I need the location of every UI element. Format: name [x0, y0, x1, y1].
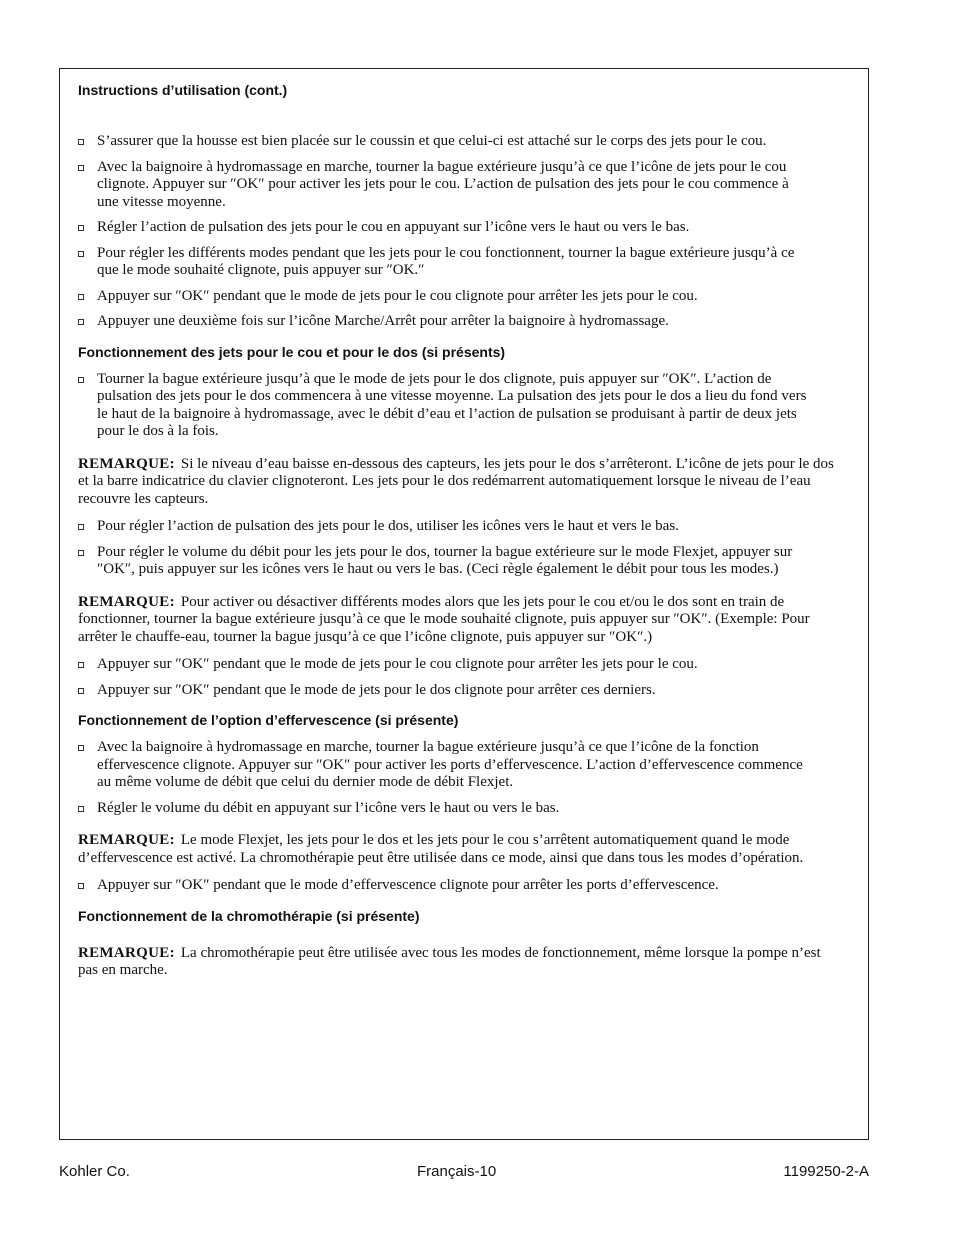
checkbox-icon: [78, 294, 84, 300]
checkbox-icon: [78, 319, 84, 325]
list-item: Régler le volume du débit en appuyant sur l’icône vers le haut ou vers le bas.: [78, 800, 838, 818]
list-instructions: [78, 133, 838, 331]
list-item: Régler l’action de pulsation des jets pour le cou en appuyant sur l’icône vers le haut ou vers le bas.: [78, 219, 838, 237]
footer-doc-number: 1199250-2-A: [783, 1163, 869, 1180]
checkbox-icon: [78, 165, 84, 171]
section-heading-instructions: Instructions d’utilisation (cont.): [78, 82, 288, 98]
list-item: Pour régler l’action de pulsation des jets pour le dos, utiliser les icônes vers le haut et vers le bas.: [78, 518, 838, 536]
list-neck-back-a: [78, 371, 838, 441]
list-item: S’assurer que la housse est bien placée sur le coussin et que celui-ci est attaché sur le corps des jets pour le cou.: [78, 133, 838, 151]
note-modes: REMARQUE: Pour activer ou désactiver différents modes alors que les jets pour le cou et/ou le dos sont en train de fonctionner, tourner la bague extérieure jusqu’à ce que le mode souhaité clignote, puis appuyer sur ″OK″. (Exemple: Pour arrêter le chauffe-eau, tourner la bague jusqu’à ce que l’icône clignote, puis appuyer sur ″OK″.): [78, 593, 810, 645]
list-item: Appuyer sur ″OK″ pendant que le mode de jets pour le cou clignote pour arrêter les jets pour le cou.: [78, 656, 838, 674]
list-neck-back-b: [78, 518, 838, 579]
checkbox-icon: [78, 225, 84, 231]
checkbox-icon: [78, 688, 84, 694]
note-chromotherapy: REMARQUE: La chromothérapie peut être utilisée avec tous les modes de fonctionnement, même lorsque la pompe n’est pas en marche.: [78, 944, 821, 978]
checkbox-icon: [78, 883, 84, 889]
checkbox-icon: [78, 745, 84, 751]
section-heading-neck-back-jets: Fonctionnement des jets pour le cou et pour le dos (si présents): [78, 343, 506, 360]
checkbox-icon: [78, 377, 84, 383]
list-item: Avec la baignoire à hydromassage en marche, tourner la bague extérieure jusqu’à ce que l’icône de la fonction effervescence clignote. Appuyer sur ″OK″ pour activer les ports d’effervescence. L’action d’effervescence commence au même volume de débit que celui du dernier mode de débit Flexjet.: [78, 739, 838, 792]
footer-page-number: Français-10: [417, 1163, 497, 1180]
section-heading-effervescence: Fonctionnement de l’option d’effervescence (si présente): [78, 712, 459, 728]
checkbox-icon: [78, 139, 84, 145]
list-item: Pour régler les différents modes pendant que les jets pour le cou fonctionnent, tourner la bague extérieure jusqu’à ce que le mode souhaité clignote, puis appuyer sur ″OK.″: [78, 245, 838, 280]
list-item: Appuyer une deuxième fois sur l’icône Marche/Arrêt pour arrêter la baignoire à hydromassage.: [78, 313, 838, 331]
list-item: Appuyer sur ″OK″ pendant que le mode de jets pour le cou clignote pour arrêter les jets pour le cou.: [78, 288, 838, 306]
section-heading-chromotherapy: Fonctionnement de la chromothérapie (si présente): [78, 907, 420, 924]
list-item: Appuyer sur ″OK″ pendant que le mode de jets pour le dos clignote pour arrêter ces derniers.: [78, 682, 838, 700]
list-effervescence-a: [78, 739, 838, 817]
checkbox-icon: [78, 550, 84, 556]
list-item: Appuyer sur ″OK″ pendant que le mode d’effervescence clignote pour arrêter les ports d’effervescence.: [78, 877, 838, 895]
list-item: Avec la baignoire à hydromassage en marche, tourner la bague extérieure jusqu’à ce que l’icône de jets pour le cou clignote. Appuyer sur ″OK″ pour activer les jets pour le cou. L’action de pulsation des jets pour le cou commence à une vitesse moyenne.: [78, 159, 838, 212]
list-neck-back-c: [78, 656, 838, 699]
list-item: Pour régler le volume du débit pour les jets pour le dos, tourner la bague extérieure sur le mode Flexjet, appuyer sur ″OK″, puis appuyer sur les icônes vers le haut ou vers le bas. (Ceci règle également le débit pour tous les modes.): [78, 544, 838, 579]
list-item: Tourner la bague extérieure jusqu’à que le mode de jets pour le dos clignote, puis appuyer sur ″OK″. L’action de pulsation des jets pour le dos commencera à une vitesse moyenne. La pulsation des jets pour le dos a lieu du fond vers le haut de la baignoire à hydromassage, avec le débit d’eau et l’action de pulsation se produisant à partir de deux jets pour le dos à la fois.: [78, 371, 838, 441]
checkbox-icon: [78, 806, 84, 812]
note-effervescence: REMARQUE: Le mode Flexjet, les jets pour le dos et les jets pour le cou s’arrêtent automatiquement quand le mode d’effervescence est activé. La chromothérapie peut être utilisée dans ce mode, ainsi que dans tous les modes d’opération.: [78, 832, 804, 866]
checkbox-icon: [78, 251, 84, 257]
checkbox-icon: [78, 662, 84, 668]
list-effervescence-b: [78, 877, 838, 895]
checkbox-icon: [78, 524, 84, 530]
content: [78, 81, 838, 980]
footer-company: Kohler Co.: [59, 1163, 130, 1180]
note-sensor: REMARQUE: Si le niveau d’eau baisse en-dessous des capteurs, les jets pour le dos s’arrêteront. L’icône de jets pour le dos et la barre indicatrice du clavier clignoteront. Les jets pour le dos redémarrent automatiquement lorsque le niveau de l’eau recouvre les capteurs.: [78, 455, 834, 507]
page-frame: [59, 68, 869, 1140]
